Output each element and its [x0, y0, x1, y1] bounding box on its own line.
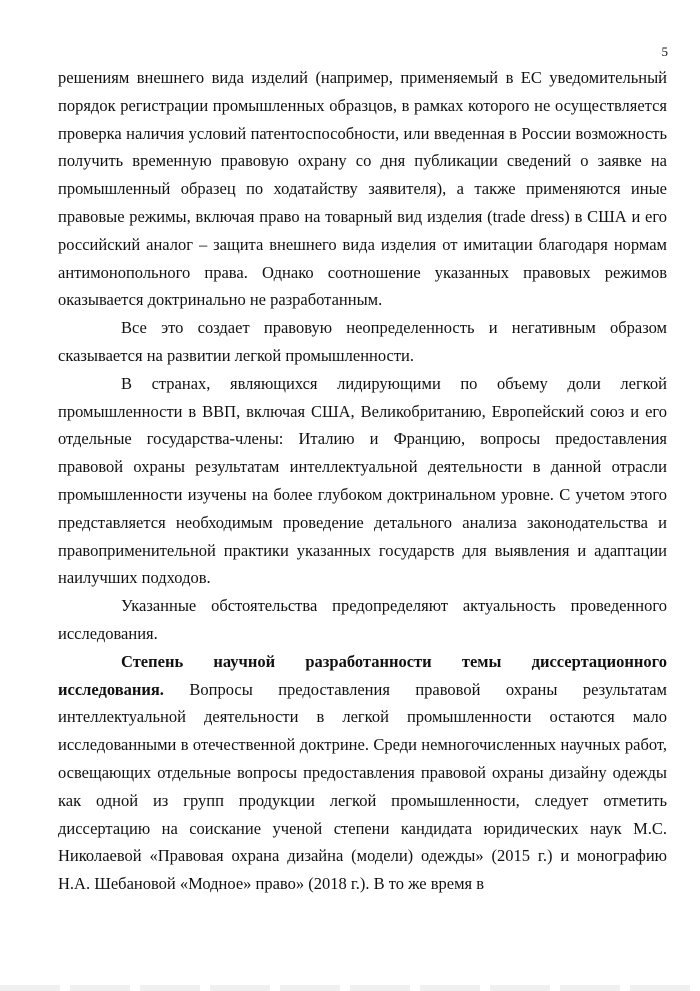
document-body	[58, 64, 667, 898]
paragraph-3: В странах, являющихся лидирующими по объему доли легкой промышленности в ВВП, включая США, Великобританию, Европейский союз и его отдельные государства-члены: Италию и Францию, вопросы предоставления правовой охраны результатам интеллектуальной деятельности в данной отрасли промышленности изучены на более глубоком доктринальном уровне. С учетом этого представляется необходимым проведение детального анализа законодательства и правоприменительной практики указанных государств для выявления и адаптации наилучших подходов.	[58, 373, 667, 588]
paragraph-1: решениям внешнего вида изделий (например, применяемый в ЕС уведомительный порядок регистрации промышленных образцов, в рамках которого не осуществляется проверка наличия условий патентоспособности, или введенная в России возможность получить временную правовую охрану со дня публикации сведений о заявке на промышленный образец по ходатайству заявителя), а также применяются иные правовые режимы, включая право на товарный вид изделия (trade dress) в США и его российский аналог – защита внешнего вида изделия от имитации благодаря нормам антимонопольного права. Однако соотношение указанных правовых режимов оказывается доктринально не разработанным.	[58, 68, 667, 310]
paragraph-5	[58, 648, 667, 898]
paragraph-4: Указанные обстоятельства предопределяют актуальность проведенного исследования.	[58, 596, 667, 643]
paragraph-2: Все это создает правовую неопределенность и негативным образом сказывается на развитии легкой промышленности.	[58, 318, 667, 365]
section-heading: Степень научной разработанности темы диссертационного исследования.	[58, 651, 667, 699]
paragraph-5-text: Вопросы предоставления правовой охраны результатам интеллектуальной деятельности в легкой промышленности остаются мало исследованными в отечественной доктрине. Среди немногочисленных научных работ, освещающих отдельные вопросы предоставления правовой охраны дизайну одежды как одной из групп продукции легкой промышленности, следует отметить диссертацию на соискание ученой степени кандидата юридических наук М.С. Николаевой «Правовая охрана дизайна (модели) одежды» (2015 г.) и монографию Н.А. Шебановой «Модное» право» (2018 г.). В то же время в	[58, 679, 667, 894]
scan-edge	[0, 985, 700, 991]
page-number: 5	[661, 44, 668, 59]
